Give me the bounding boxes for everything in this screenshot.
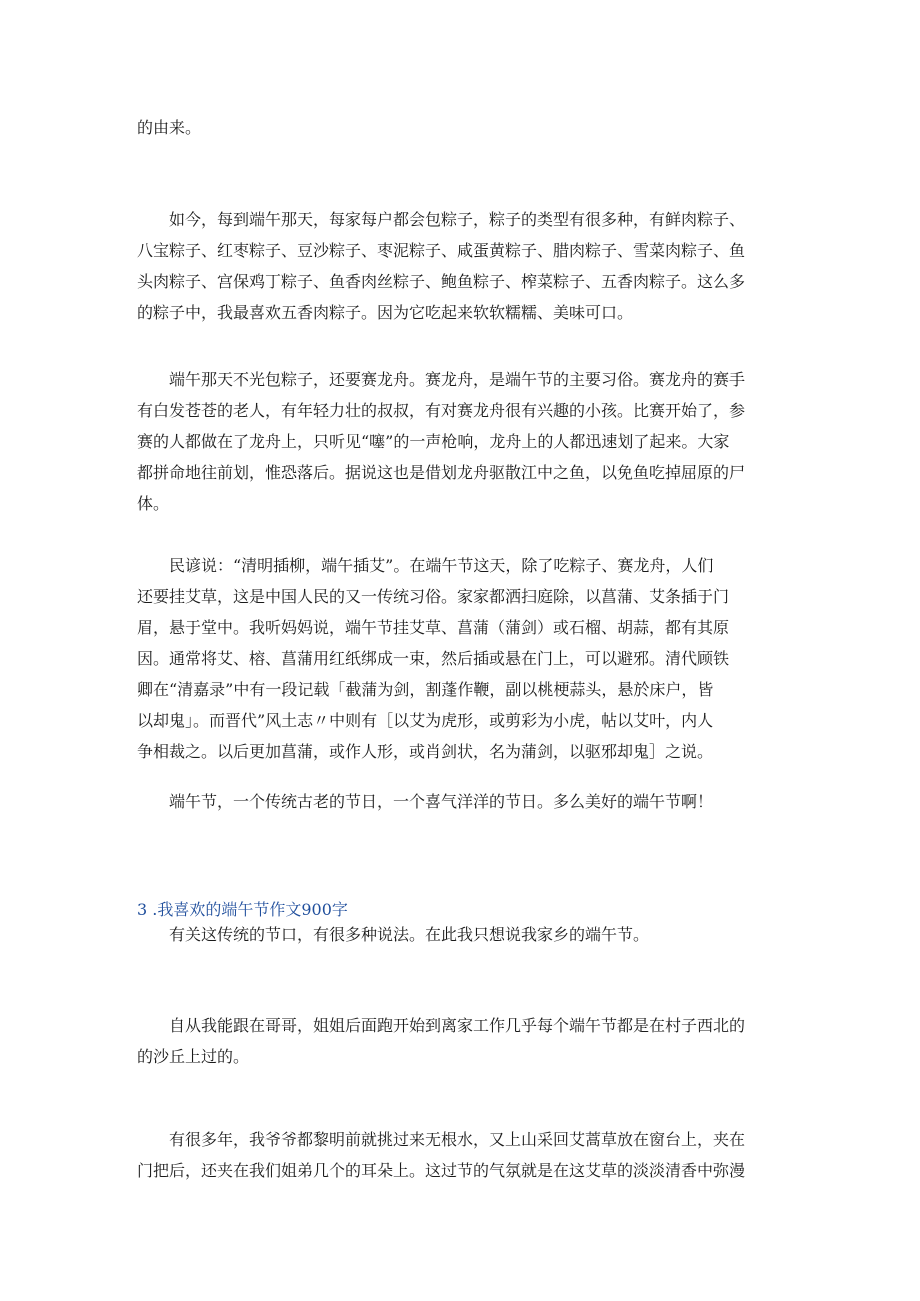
paragraph-3 [137,550,785,767]
paragraph-line: 都拼命地往前划，惟恐落后。据说这也是借划龙舟驱散江中之鱼，以免鱼吃掉屈原的尸 [137,463,746,482]
paragraph-4 [137,786,785,817]
paragraph-line: 以却鬼」。而晋代”风土志〃中则有［以艾为虎形，或剪彩为小虎，帖以艾叶，内人 [137,711,714,730]
paragraph-line: 有白发苍苍的老人，有年轻力壮的叔叔，有对赛龙舟很有兴趣的小孩。比赛开始了，参 [137,401,746,420]
paragraph-line: 因。通常将艾、榕、菖蒲用红纸绑成一束，然后插或悬在门上，可以避邪。清代顾铁 [137,649,730,668]
paragraph-line: 八宝粽子、红枣粽子、豆沙粽子、枣泥粽子、咸蛋黄粽子、腊肉粽子、雪菜肉粽子、鱼 [137,241,746,260]
section-heading: 3 .我喜欢的端午节作文900字 [137,900,348,919]
paragraph-line: 的沙丘上过的。 [137,1047,250,1066]
paragraph-line: 还要挂艾草，这是中国人民的又一传统习俗。家家都洒扫庭除，以菖蒲、艾条插于门 [137,587,730,606]
paragraph-line: 头肉粽子、宫保鸡丁粽子、鱼香肉丝粽子、鲍鱼粽子、榨菜粽子、五香肉粽子。这么多 [137,272,746,291]
paragraph-7 [137,1124,785,1186]
paragraph-line: 如今，每到端午那天，每家每户都会包粽子，粽子的类型有很多种，有鲜肉粽子、 [137,210,746,229]
paragraph-line: 民谚说：“清明插柳，端午插艾”。在端午节这天，除了吃粽子、赛龙舟，人们 [137,556,714,575]
paragraph-line: 端午那天不光包粽子，还要赛龙舟。赛龙舟，是端午节的主要习俗。赛龙舟的赛手 [137,370,746,389]
paragraph-line: 卿在“清嘉录”中有一段记载「截蒲为剑，割蓬作鞭，副以桃梗蒜头，悬於床户，皆 [137,680,714,699]
paragraph-line: 体。 [137,494,170,513]
paragraph-2 [137,364,785,519]
paragraph-0 [137,112,785,143]
paragraph-line: 有关这传统的节口，有很多种说法。在此我只想说我家乡的端午节。 [137,925,650,944]
paragraph-line: 的由来。 [137,118,202,137]
paragraph-5 [137,919,785,950]
paragraph-line: 端午节，一个传统古老的节日，一个喜气洋洋的节日。多么美好的端午节啊！ [137,792,714,811]
paragraph-line: 争相裁之。以后更加菖蒲，或作人形，或肖剑状，名为蒲剑，以驱邪却鬼］之说。 [137,742,714,761]
paragraph-line: 自从我能跟在哥哥，姐姐后面跑开始到离家工作几乎每个端午节都是在村子西北的 [137,1016,746,1035]
paragraph-1 [137,204,785,328]
paragraph-line: 的粽子中，我最喜欢五香肉粽子。因为它吃起来软软糯糯、美味可口。 [137,303,634,322]
paragraph-line: 有很多年，我爷爷都黎明前就挑过来无根水，又上山采回艾蒿草放在窗台上，夹在 [137,1130,746,1149]
paragraph-6 [137,1010,785,1072]
paragraph-line: 眉，悬于堂中。我听妈妈说，端午节挂艾草、菖蒲（蒲剑）或石榴、胡蒜，都有其原 [137,618,730,637]
paragraph-line: 门把后，还夹在我们姐弟几个的耳朵上。这过节的气氛就是在这艾草的淡淡清香中弥漫 [137,1161,746,1180]
paragraph-line: 赛的人都做在了龙舟上，只听见“噻”的一声枪响，龙舟上的人都迅速划了起来。大家 [137,432,730,451]
